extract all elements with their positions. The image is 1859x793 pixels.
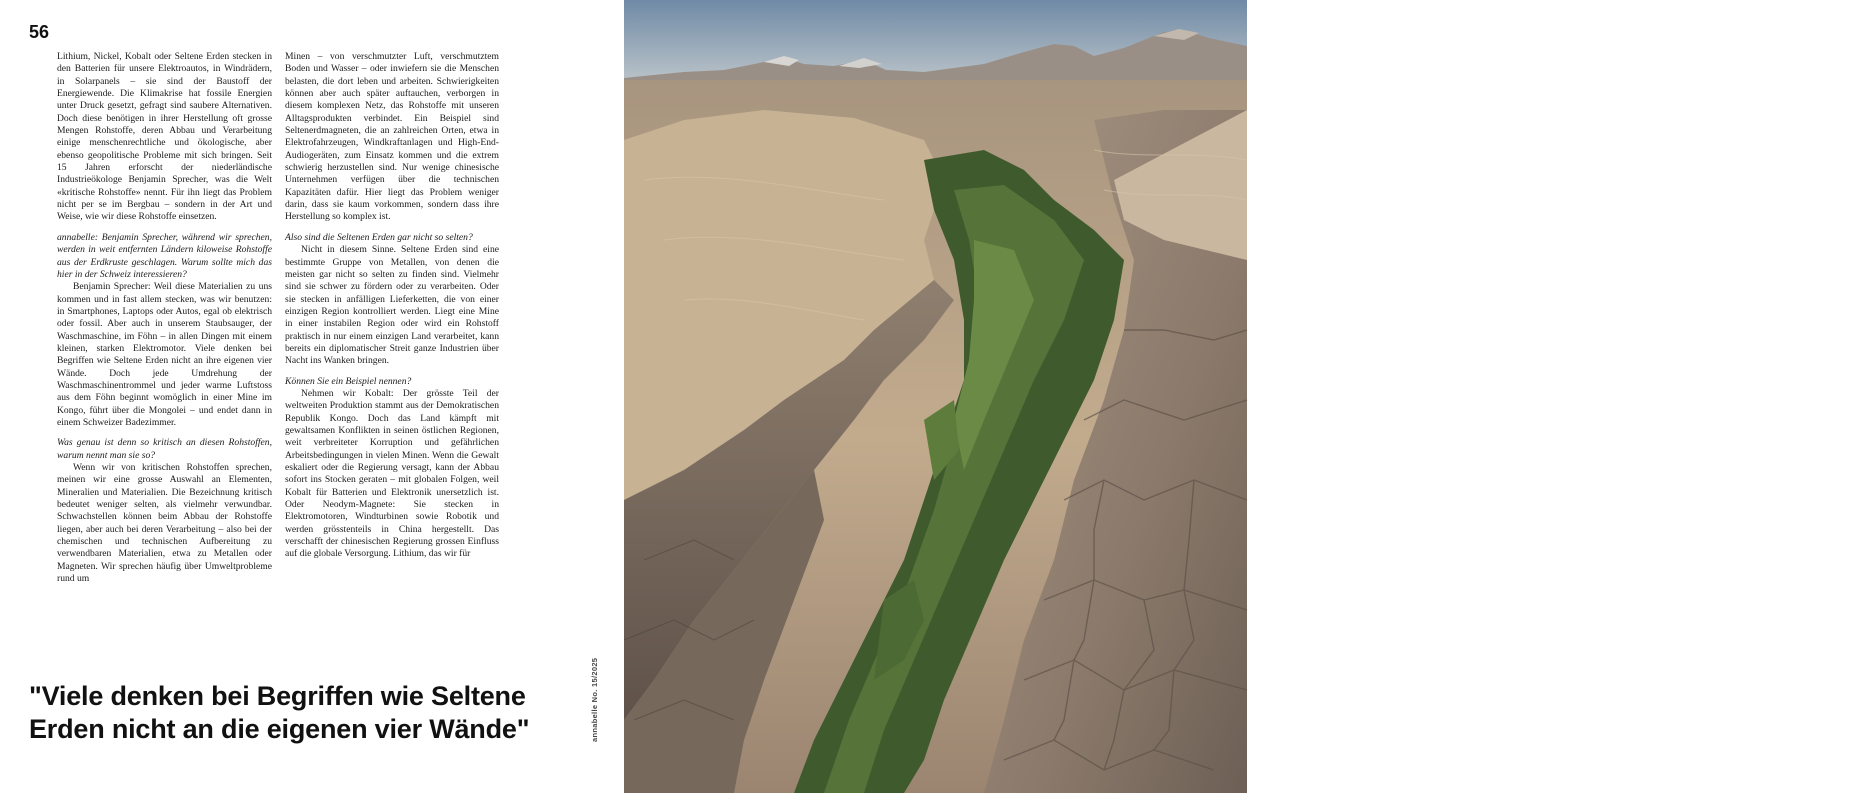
interview-answer: Nehmen wir Kobalt: Der grösste Teil der weltweiten Produktion stammt aus der Demokratischen Republik Kongo. Doch das Land kämpft mit gewaltsamen Konflikten in seinen östlichen Regionen, weit verbreiteter Korruption und gefährlichen Arbeitsbedingungen in vielen Minen. Wenn die Gewalt eskaliert oder die Regierung versagt, kann der Abbau sofort ins Stocken geraten – mit globalen Folgen, weil Kobalt für Batterien und Elektronik unersetzlich ist. Oder Neodym-Magnete: Sie stecken in Elektromotoren, Windturbinen sowie Robotik und werden grösstenteils in China hergestellt. Das verschafft der chinesischen Regierung grossen Einfluss auf die globale Versorgung. Lithium, das wir für [285,387,499,560]
aerial-canyon-photo [624,0,1857,793]
interview-question: annabelle: Benjamin Sprecher, während wir sprechen, werden in weit entfernten Ländern kiloweise Rohstoffe aus der Erdkruste geschlagen. Warum sollte mich das hier in der Schweiz interessieren? [57,231,272,280]
interview-answer: Minen – von verschmutzter Luft, verschmutztem Boden und Wasser – oder inwiefern sie die Menschen belasten, die dort leben und arbeiten. Schwierigkeiten können aber auch später auftauchen, verborgen in diesem komplexen Netz, das Rohstoffe mit unseren Alltagsprodukten verbindet. Ein Beispiel sind Seltenerdmagneten, die an zahlreichen Orten, etwa in Elektrofahrzeugen, Windkraftanlagen und High-End-Audiogeräten, zum Einsatz kommen und die extrem schwierig herzustellen sind. Nur wenige chinesische Unternehmen verfügen über die technischen Kapazitäten dafür. Hier liegt das Problem weniger darin, dass sie kaum vorkommen, sondern dass ihre Herstellung so komplex ist. [285,51,499,223]
interview-question: Können Sie ein Beispiel nennen? [285,375,412,387]
interview-question: Also sind die Seltenen Erden gar nicht so selten? [285,231,473,243]
interview-answer: Benjamin Sprecher: Weil diese Materialien zu uns kommen und in fast allem stecken, was wir benutzen: in Smartphones, Laptops oder Autos, egal ob elektrisch oder fossil. Aber auch in unserem Staubsauger, der Waschmaschine, im Föhn – in allen Dingen mit einem kleinen, starken Elektromotor. Viele denken bei Begriffen wie Seltene Erden nicht an ihre eigenen vier Wände. Doch jede Umdrehung der Waschmaschinentrommel und jeder warme Luftstoss aus dem Föhn beginnt womöglich in einer Mine im Kongo, führt über die Mongolei – und endet dann in einem Schweizer Badezimmer. [57,281,272,428]
text-column-right [285,51,499,561]
photo-caption: Das sowieso schon knappe Wasser in der Atacama-Region in Chile fliesst vor allem in die Lithiumproduktion: Zurück bleiben ausgetrocknete Gebiete wie etwa die einst fruchtbare Zapar-Schlucht, weshalb viele Einheimische die Gegend verlassen [1759,640,1857,735]
intro-paragraph: Lithium, Nickel, Kobalt oder Seltene Erden stecken in den Batterien für unsere Elektroautos, in Windrädern, in Solarpanels – sie sind der Baustoff der Energiewende. Die Klimakrise hat fossile Energien unter Druck gesetzt, gefragt sind saubere Alternativen. Doch diese benötigen in ihrer Herstellung oft grosse Mengen Rohstoffe, deren Abbau und Verarbeitung einige menschenrechtliche und ökologische, aber ebenso geopolitische Probleme mit sich bringen. Seit 15 Jahren erforscht der niederländische Industrieökologe Benjamin Sprecher, was die Welt «kritische Rohstoffe» nennt. Für ihn liegt das Problem nicht per se im Bergbau – sondern in der Art und Weise, wie wir diese Rohstoffe einsetzen. [57,51,272,223]
pull-quote: "Viele denken bei Begriffen wie Seltene Erden nicht an die eigenen vier Wände" [29,681,530,744]
interview-answer: Wenn wir von kritischen Rohstoffen sprechen, meinen wir eine grosse Auswahl an Elementen, Mineralien und Materialien. Die Bezeichnung kritisch bedeutet weniger selten, als vielmehr verwundbar. Schwachstellen können beim Abbau der Rohstoffe liegen, aber auch bei deren Verarbeitung – also bei der chemischen und technischen Aufbereitung zu verwendbaren Materialien, etwa zu Metallen oder Magneten. Wir sprechen häufig über Umweltprobleme rund um [57,462,272,585]
interview-question: Was genau ist denn so kritisch an diesen Rohstoffen, warum nennt man sie so? [57,437,272,461]
interview-answer: Nicht in diesem Sinne. Seltene Erden sind eine bestimmte Gruppe von Metallen, von denen die meisten gar nicht so selten zu finden sind. Vielmehr sind sie schwer zu fördern oder zu verarbeiten. Oder sie stecken in anfälligen Lieferketten, die von einer einzigen Region kontrolliert werden. Liegt eine Mine in einer instabilen Region oder wird ein Rohstoff praktisch in nur einem einzigen Land verarbeitet, kann bereits ein diplomatischer Streit ganze Industrien über Nacht ins Wanken bringen. [285,244,499,367]
magazine-folio: annabelle No. 15/2025 [590,657,599,742]
page-number: 56 [29,22,50,42]
text-column-left [57,51,272,585]
article-page [0,0,624,793]
